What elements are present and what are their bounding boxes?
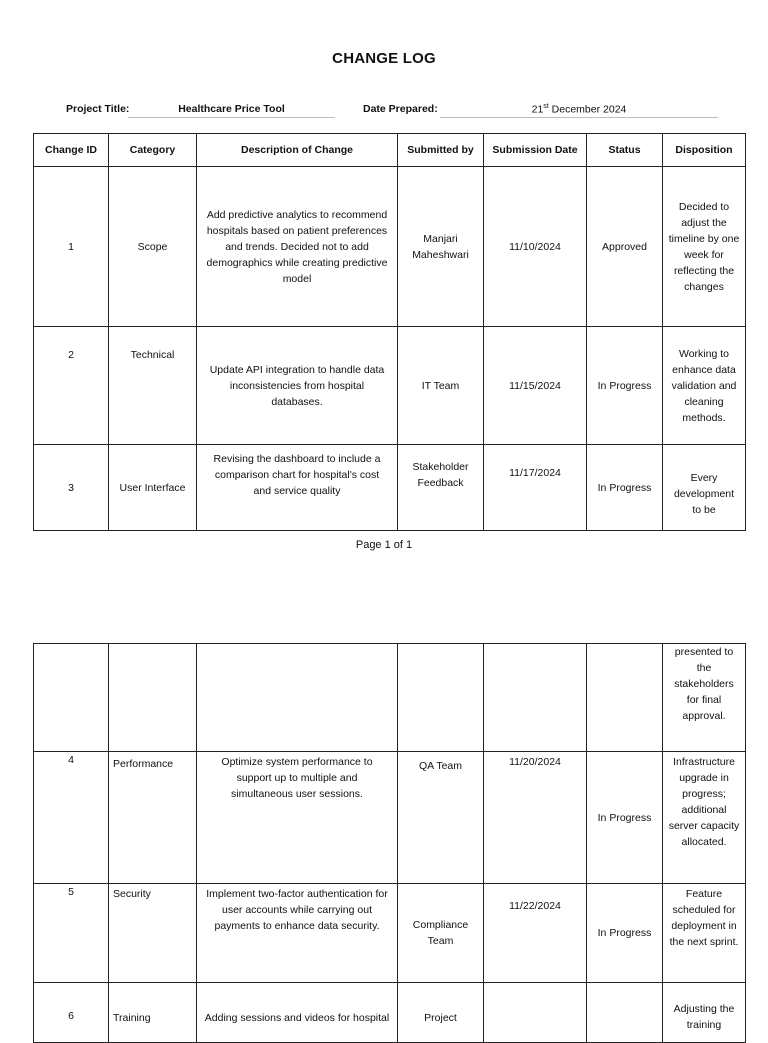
cell-submitted-by: Project [398, 983, 484, 1043]
cell-description: Implement two-factor authentication for user accounts while carrying out payments to enhance data security. [197, 884, 398, 983]
cell-disposition: Decided to adjust the timeline by one week for reflecting the changes [663, 167, 746, 327]
cell-submission-date: 11/22/2024 [484, 884, 587, 983]
cell-description: Revising the dashboard to include a comparison chart for hospital's cost and service quality [197, 445, 398, 531]
table-header-row [34, 134, 746, 167]
header-submitted-by: Submitted by [398, 134, 484, 167]
cell-disposition: Working to enhance data validation and cleaning methods. [663, 327, 746, 445]
cell-disposition: Adjusting the training [663, 983, 746, 1043]
cell-category: Security [109, 884, 197, 983]
cell-change-id: 4 [34, 752, 109, 884]
cell-change-id: 1 [34, 167, 109, 327]
cell-submission-date: 11/15/2024 [484, 327, 587, 445]
cell-submitted-by: Manjari Maheshwari [398, 167, 484, 327]
cell-submitted-by: IT Team [398, 327, 484, 445]
header-submission-date: Submission Date [484, 134, 587, 167]
header-category: Category [109, 134, 197, 167]
cell-category: Scope [109, 167, 197, 327]
table-row [34, 167, 746, 327]
cell-description: Add predictive analytics to recommend hospitals based on patient preferences and trends. Decided not to add demographics while creating predictive model [197, 167, 398, 327]
table-row [34, 644, 746, 752]
cell-status: In Progress [587, 445, 663, 531]
cell-submission-date: 11/10/2024 [484, 167, 587, 327]
cell-disposition: Every development to be [663, 445, 746, 531]
cell-submission-date [484, 983, 587, 1043]
cell-change-id: 2 [34, 327, 109, 445]
table-row [34, 884, 746, 983]
cell-submitted-by: QA Team [398, 752, 484, 884]
cell-disposition: Feature scheduled for deployment in the next sprint. [663, 884, 746, 983]
cell-description: Optimize system performance to support up to multiple and simultaneous user sessions. [197, 752, 398, 884]
cell-change-id: 3 [34, 445, 109, 531]
cell-submitted-by: Compliance Team [398, 884, 484, 983]
cell-category: Performance [109, 752, 197, 884]
cell-status: In Progress [587, 752, 663, 884]
header-disposition: Disposition [663, 134, 746, 167]
table-row [34, 983, 746, 1043]
cell-category: Technical [109, 327, 197, 445]
date-prepared-label: Date Prepared: [363, 103, 438, 115]
project-title-label: Project Title: [66, 103, 130, 115]
cell-status: In Progress [587, 327, 663, 445]
table-row [34, 327, 746, 445]
project-title-value: Healthcare Price Tool [178, 103, 285, 115]
change-log-table [33, 133, 746, 531]
cell-status: Approved [587, 167, 663, 327]
cell-disposition-continued: presented to the stakeholders for final approval. [663, 644, 746, 752]
header-description: Description of Change [197, 134, 398, 167]
cell-submission-date: 11/17/2024 [484, 445, 587, 531]
cell-description: Update API integration to handle data inconsistencies from hospital databases. [197, 327, 398, 445]
cell-submitted-by: Stakeholder Feedback [398, 445, 484, 531]
cell-disposition: Infrastructure upgrade in progress; additional server capacity allocated. [663, 752, 746, 884]
cell-status [587, 983, 663, 1043]
header-change-id: Change ID [34, 134, 109, 167]
page-number: Page 1 of 1 [355, 539, 413, 551]
change-log-table-continued [33, 643, 746, 1043]
cell-category: User Interface [109, 445, 197, 531]
cell-status: In Progress [587, 884, 663, 983]
cell-category: Training [109, 983, 197, 1043]
document-title: CHANGE LOG [332, 50, 436, 67]
header-status: Status [587, 134, 663, 167]
date-prepared-underline [440, 117, 718, 118]
project-title-underline [128, 117, 335, 118]
date-prepared-value: 21st December 2024 [531, 103, 627, 116]
table-row [34, 445, 746, 531]
cell-change-id: 5 [34, 884, 109, 983]
cell-submission-date: 11/20/2024 [484, 752, 587, 884]
cell-description: Adding sessions and videos for hospital [197, 983, 398, 1043]
cell-change-id: 6 [34, 983, 109, 1043]
table-row [34, 752, 746, 884]
